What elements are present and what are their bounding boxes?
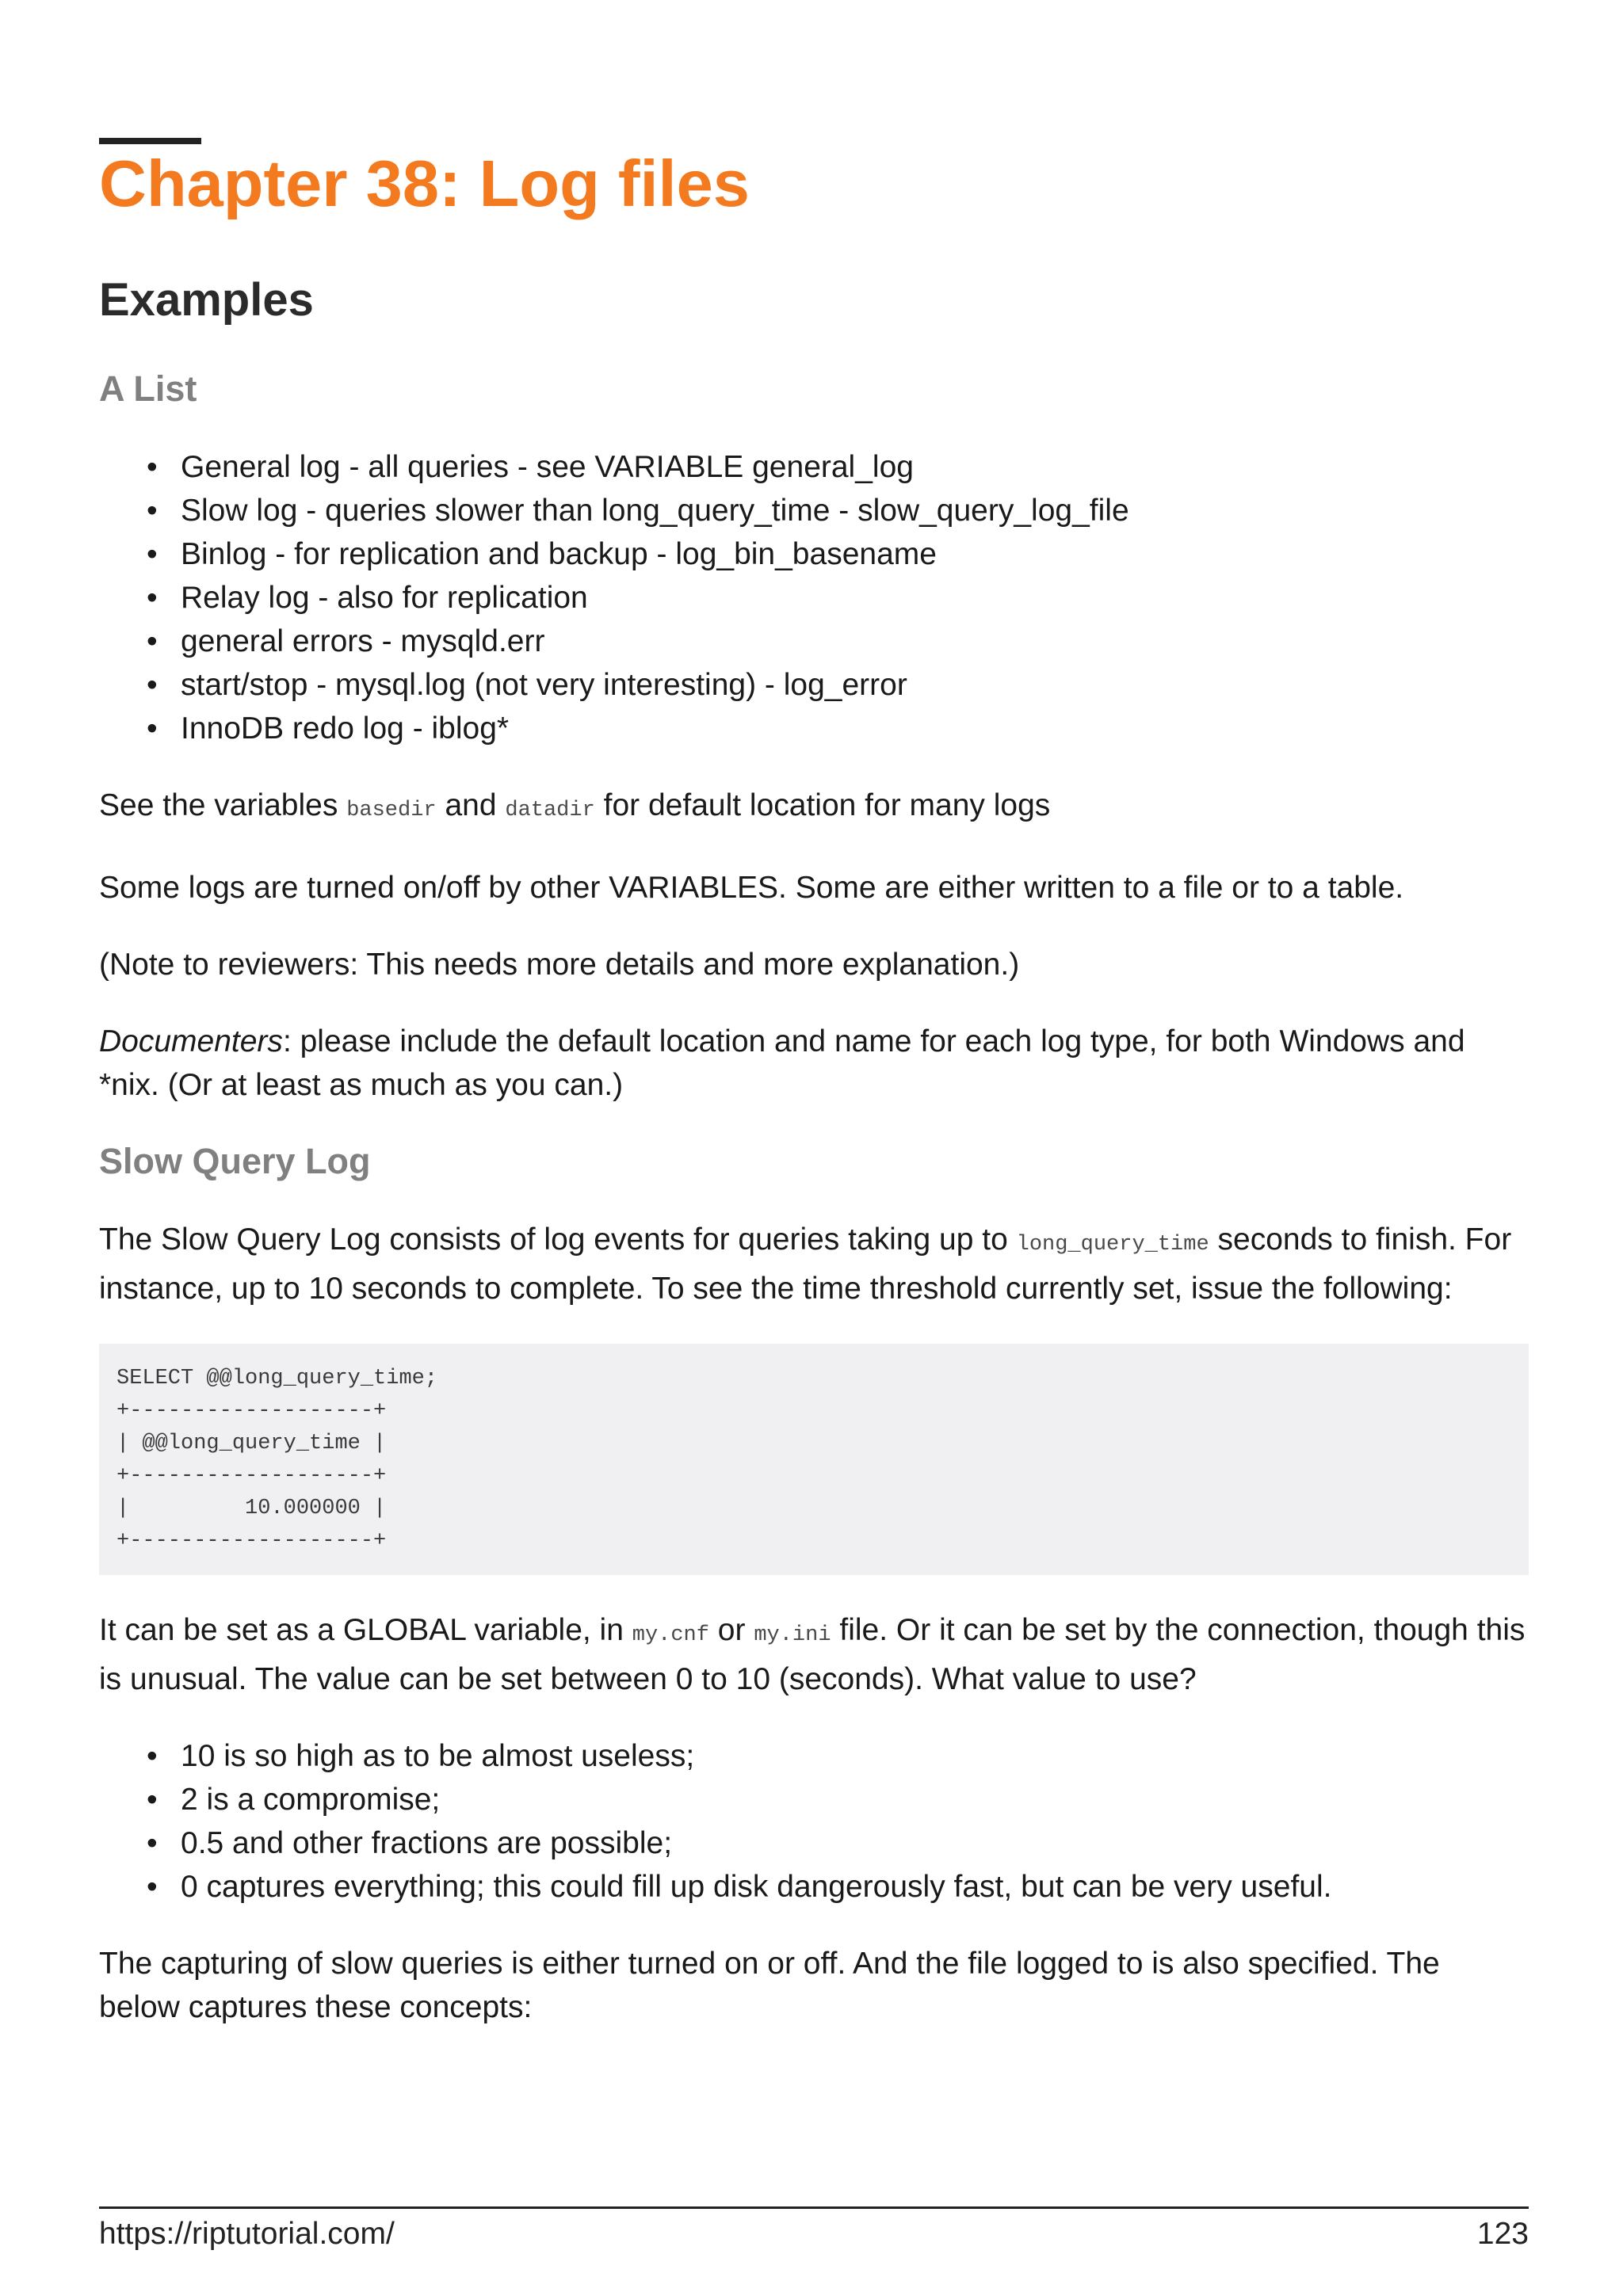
inline-code-long-query-time: long_query_time [1016,1232,1209,1257]
list-item: • 0 captures everything; this could fill up disk dangerously fast, but can be very useful. [147,1865,1529,1909]
chapter-rule [99,138,201,144]
text: seconds to finish. For instance, up to 10 seconds to complete. To see the time threshold currently set, issue the following: [99,1222,1512,1306]
text: See the variables [99,788,347,822]
documenters-paragraph [99,1020,1529,1107]
list-item: • Relay log - also for replication [147,576,1529,620]
list-item: • Binlog - for replication and backup - log_bin_basename [147,532,1529,576]
text: The Slow Query Log consists of log events for queries taking up to [99,1222,1017,1257]
some-logs-paragraph: Some logs are turned on/off by other VARIABLES. Some are either written to a file or to a table. [99,870,1404,905]
text: : please include the default location and name for each log type, for both Windows and *nix. (Or at least as much as you can.) [99,1024,1465,1102]
value-list [99,1734,1529,1909]
examples-heading: Examples [99,274,314,326]
page-number: 123 [1476,2217,1529,2251]
text: or [708,1612,754,1647]
inline-code-basedir: basedir [346,798,437,822]
text: and [436,788,506,822]
inline-code-my-ini: my.ini [754,1623,831,1647]
text: for default location for many logs [594,788,1051,822]
page-footer [99,2206,1529,2252]
documenters-emphasis: Documenters [99,1024,283,1058]
list-heading: A List [99,368,197,409]
note-paragraph: (Note to reviewers: This needs more details and more explanation.) [99,947,1020,982]
content [99,273,1529,2062]
list-item: • Slow log - queries slower than long_query_time - slow_query_log_file [147,489,1529,532]
slow-intro-paragraph [99,1218,1529,1310]
chapter-title: Chapter 38: Log files [99,147,750,220]
list-item: • 2 is a compromise; [147,1778,1529,1821]
log-list [99,445,1529,750]
text: It can be set as a GLOBAL variable, in [99,1612,632,1647]
list-item: • 10 is so high as to be almost useless; [147,1734,1529,1778]
list-item: • General log - all queries - see VARIABLE general_log [147,445,1529,489]
code-block: SELECT @@long_query_time; +-------------------+ | @@long_query_time | +-------------------+ | 10.000000 | +-------------------+ [99,1344,1529,1575]
slow-query-log-heading: Slow Query Log [99,1140,371,1181]
list-item: • InnoDB redo log - iblog* [147,707,1529,750]
text: file. Or it can be set by the connection, though this is unusual. The value can be set between 0 to 10 (seconds). What value to use? [99,1612,1526,1696]
list-item: • start/stop - mysql.log (not very interesting) - log_error [147,663,1529,707]
inline-code-datadir: datadir [505,798,595,822]
inline-code-my-cnf: my.cnf [632,1623,709,1647]
page [99,0,1529,2296]
global-paragraph [99,1608,1529,1701]
variables-paragraph [99,784,1529,833]
list-item: • general errors - mysqld.err [147,620,1529,663]
list-item: • 0.5 and other fractions are possible; [147,1821,1529,1865]
capturing-paragraph: The capturing of slow queries is either turned on or off. And the file logged to is also specified. The below captures these concepts: [99,1946,1440,2024]
footer-url: https://riptutorial.com/ [99,2217,395,2251]
